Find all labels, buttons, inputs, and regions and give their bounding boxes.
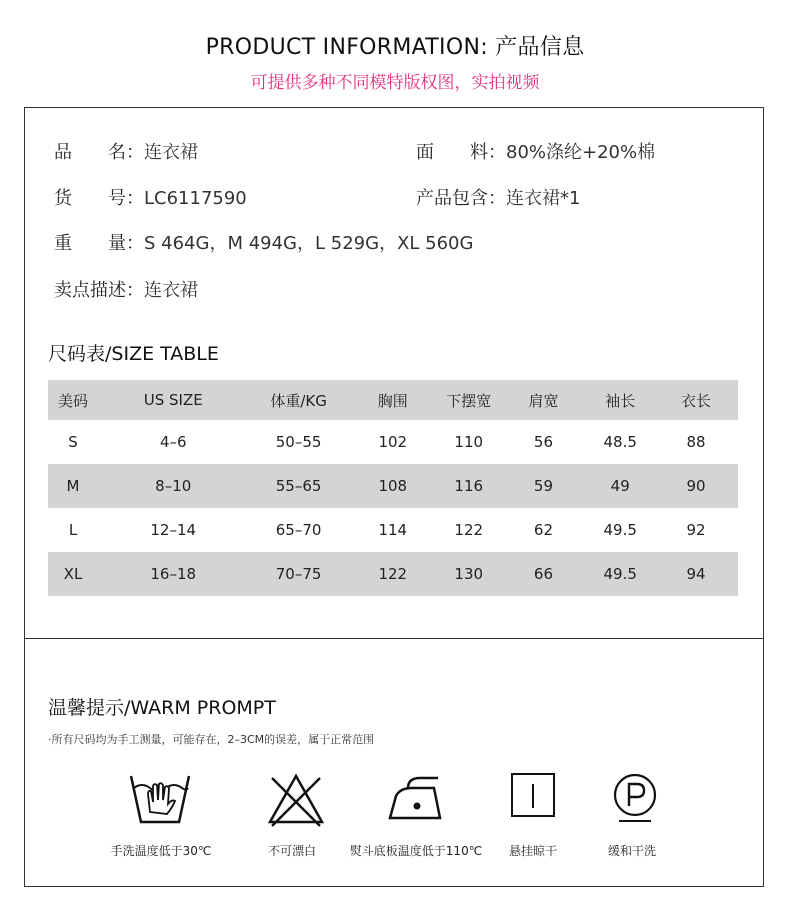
table-cell: L xyxy=(68,521,78,539)
hang-dry-icon xyxy=(510,772,556,818)
table-row xyxy=(48,464,738,508)
size-table-header: 美码 xyxy=(48,380,98,420)
size-table-header: 胸围 xyxy=(349,380,437,420)
size-table-header: US SIZE xyxy=(98,380,249,420)
table-cell: 66 xyxy=(501,552,587,596)
table-cell: 70–75 xyxy=(248,552,348,596)
page-subtitle: 可提供多种不同模特版权图，实拍视频 xyxy=(250,73,540,93)
measurement-note: ·所有尺码均为手工测量，可能存在，2–3CM的误差，属于正常范围 xyxy=(48,733,375,746)
page-title: PRODUCT INFORMATION: 产品信息 xyxy=(205,35,585,60)
table-cell: 48.5 xyxy=(603,433,637,451)
size-table-header: 体重/KG xyxy=(248,380,348,420)
table-cell: 16–18 xyxy=(98,552,249,596)
info-fabric-value: 80%涤纶+20%棉 xyxy=(506,142,656,163)
size-table-header-row xyxy=(48,380,738,420)
care-label-hand-wash: 手洗温度低于30℃ xyxy=(110,844,212,858)
info-sku xyxy=(54,184,247,210)
size-table-header: 下摆宽 xyxy=(437,380,501,420)
table-cell: 49 xyxy=(586,464,654,508)
table-cell: 108 xyxy=(349,464,437,508)
info-includes-value: 连衣裙*1 xyxy=(506,188,581,209)
info-sku-value: LC6117590 xyxy=(144,188,247,209)
table-row xyxy=(48,420,738,464)
table-cell: 122 xyxy=(349,552,437,596)
care-label-dry-clean: 缓和干洗 xyxy=(607,844,656,858)
info-includes-label: 产品包含： xyxy=(416,188,506,209)
table-cell: 110 xyxy=(454,433,484,451)
care-label-iron: 熨斗底板温度低于110℃ xyxy=(349,844,483,858)
table-cell: 94 xyxy=(654,552,738,596)
table-cell: XL xyxy=(48,552,98,596)
table-cell: 4–6 xyxy=(159,433,187,451)
table-cell: 114 xyxy=(378,521,408,539)
info-selling-value: 连衣裙 xyxy=(144,280,198,301)
table-cell: 50–55 xyxy=(275,433,322,451)
size-table xyxy=(48,380,738,596)
table-cell: 55–65 xyxy=(248,464,348,508)
table-cell: 130 xyxy=(437,552,501,596)
dry-clean-p-icon xyxy=(612,772,658,824)
table-cell: 56 xyxy=(533,433,554,451)
hand-wash-icon xyxy=(128,772,192,830)
info-weight-value: S 464G，M 494G，L 529G，XL 560G xyxy=(144,233,474,254)
info-fabric xyxy=(416,138,655,164)
info-name-value: 连衣裙 xyxy=(144,142,198,163)
iron-low-icon xyxy=(386,772,444,824)
info-sku-label: 货 号： xyxy=(54,188,144,209)
table-cell: 102 xyxy=(378,433,408,451)
size-table-header: 肩宽 xyxy=(501,380,587,420)
size-table-header: 袖长 xyxy=(586,380,654,420)
size-table-title: 尺码表/SIZE TABLE xyxy=(48,343,219,365)
care-label-no-bleach: 不可漂白 xyxy=(267,844,316,858)
warm-prompt-title: 温馨提示/WARM PROMPT xyxy=(48,697,276,719)
table-row xyxy=(48,552,738,596)
care-label-hang-dry: 悬挂晾干 xyxy=(508,844,557,858)
info-fabric-label: 面 料： xyxy=(416,142,506,163)
table-cell: 65–70 xyxy=(275,521,322,539)
info-selling xyxy=(54,276,198,302)
table-cell: 8–10 xyxy=(98,464,249,508)
table-cell: 122 xyxy=(454,521,484,539)
no-bleach-icon xyxy=(266,772,326,828)
table-cell: 88 xyxy=(686,433,706,451)
table-cell: M xyxy=(48,464,98,508)
table-cell: S xyxy=(68,433,78,451)
table-cell: 49.5 xyxy=(586,552,654,596)
info-name-label: 品 名： xyxy=(54,142,144,163)
table-cell: 12–14 xyxy=(150,521,197,539)
info-selling-label: 卖点描述： xyxy=(54,280,144,301)
table-cell: 59 xyxy=(501,464,587,508)
info-weight xyxy=(54,229,473,255)
info-name xyxy=(54,138,198,164)
table-cell: 49.5 xyxy=(603,521,637,539)
size-table-header: 衣长 xyxy=(654,380,738,420)
info-includes xyxy=(416,184,580,210)
table-row xyxy=(48,508,738,552)
table-cell: 90 xyxy=(654,464,738,508)
table-cell: 116 xyxy=(437,464,501,508)
section-divider xyxy=(24,638,764,639)
table-cell: 62 xyxy=(533,521,554,539)
table-cell: 92 xyxy=(686,521,706,539)
info-weight-label: 重 量： xyxy=(54,233,144,254)
